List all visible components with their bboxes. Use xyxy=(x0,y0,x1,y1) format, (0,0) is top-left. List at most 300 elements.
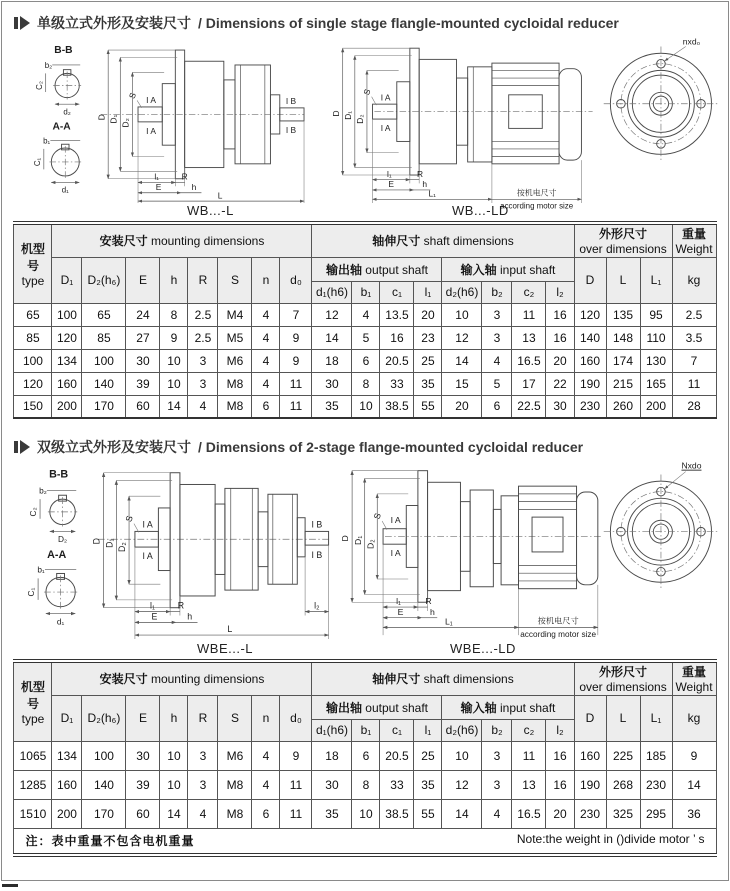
table-cell: 5 xyxy=(482,372,512,395)
group-over xyxy=(574,223,672,257)
table-cell: 20 xyxy=(546,349,574,372)
table-cell: 8 xyxy=(352,770,380,799)
group-input-shaft xyxy=(442,257,574,281)
group-output-zh: 输出轴 xyxy=(325,700,362,715)
dim-label-D2-small: D₂ xyxy=(57,534,68,545)
table-row xyxy=(14,770,716,799)
dim-label-S: S xyxy=(371,511,384,521)
caption-wbe-ld: WBE...-LD xyxy=(450,641,516,656)
table-cell: 25 xyxy=(414,349,442,372)
dim-label-d1-small: d₁ xyxy=(61,185,69,195)
col-D2h6: D₂(h₆) xyxy=(82,257,126,303)
group-input-en: input shaft xyxy=(499,262,556,277)
drawing-wb-l xyxy=(16,37,316,203)
table-cell: 65 xyxy=(82,303,126,326)
note-row xyxy=(14,828,716,855)
table-row xyxy=(14,741,716,770)
dim-label-l1: l₁ xyxy=(396,596,401,607)
table-cell: 11 xyxy=(280,799,312,828)
table-cell: 120 xyxy=(52,326,82,349)
col-d0: d₀ xyxy=(280,695,312,741)
table-cell: 10 xyxy=(442,741,482,770)
table-cell: 4 xyxy=(252,326,280,349)
col-S: S xyxy=(218,695,252,741)
section-mark-IA-bottom: I A xyxy=(380,123,391,134)
table-cell: 7 xyxy=(672,349,716,372)
table-cell: 260 xyxy=(606,395,640,418)
note-en: Note:the weight in ()divide motor ’ s xyxy=(516,832,705,846)
col-d1h6: d₁(h6) xyxy=(312,281,352,303)
col-c2: c₂ xyxy=(512,719,546,741)
dim-label-D1: D₁ xyxy=(352,535,363,545)
caption-wb-l: WB...-L xyxy=(187,203,234,218)
col-l2: l₂ xyxy=(546,719,574,741)
group-weight-zh: 重量 xyxy=(682,227,707,242)
table-cell: 100 xyxy=(14,349,52,372)
col-n: n xyxy=(252,257,280,303)
col-h: h xyxy=(160,695,188,741)
col-type xyxy=(14,223,52,303)
table-cell: 3 xyxy=(482,326,512,349)
table-cell: 110 xyxy=(640,326,672,349)
bolt-pattern-label: nxd₀ xyxy=(682,36,701,47)
table-cell: 4 xyxy=(188,395,218,418)
table-cell: 33 xyxy=(380,770,414,799)
group-output-en: output shaft xyxy=(365,262,429,277)
section1-title-zh: 单级立式外形及安装尺寸 xyxy=(37,15,191,31)
table-row xyxy=(14,303,716,326)
group-mounting-zh: 安装尺寸 xyxy=(99,672,148,687)
motor-size-label-zh: 按机电尺寸 xyxy=(537,616,579,626)
col-n: n xyxy=(252,695,280,741)
table-cell: 3 xyxy=(482,303,512,326)
bolt-pattern-label: Nxdo xyxy=(681,460,702,471)
group-weight-en: Weight xyxy=(675,680,713,695)
table-cell: 170 xyxy=(82,799,126,828)
table-cell: 140 xyxy=(574,326,606,349)
section-mark-IB-top: I B xyxy=(311,519,323,530)
table-cell: 160 xyxy=(52,770,82,799)
table-cell: 13 xyxy=(512,326,546,349)
table-cell: 148 xyxy=(606,326,640,349)
table-cell: 4 xyxy=(482,799,512,828)
dim-label-c2: C₂ xyxy=(34,81,44,90)
note-zh: 注：表中重量不包含电机重量 xyxy=(25,834,195,848)
dim-label-R: R xyxy=(181,171,188,182)
table-cell: 4 xyxy=(252,303,280,326)
table-cell: 60 xyxy=(126,799,160,828)
col-b2: b₂ xyxy=(482,281,512,303)
dim-label-E: E xyxy=(388,179,394,190)
section-mark-IA-top: I A xyxy=(146,95,156,106)
table-cell: M8 xyxy=(218,372,252,395)
table-cell: 174 xyxy=(606,349,640,372)
dim-label-R: R xyxy=(425,596,432,607)
two-stage-dimension-table xyxy=(13,659,716,857)
table-cell: 135 xyxy=(606,303,640,326)
group-over-zh: 外形尺寸 xyxy=(599,227,648,242)
dim-label-E: E xyxy=(397,606,404,617)
table-cell: 4 xyxy=(252,741,280,770)
section1-title xyxy=(14,11,728,35)
table-cell: 10 xyxy=(160,741,188,770)
table-cell: 130 xyxy=(640,349,672,372)
table-cell: M6 xyxy=(218,349,252,372)
table-cell: 230 xyxy=(574,395,606,418)
table-cell: 65 xyxy=(14,303,52,326)
table-cell: 13 xyxy=(512,770,546,799)
table-cell: 33 xyxy=(380,372,414,395)
table-cell: 85 xyxy=(14,326,52,349)
table-cell: 55 xyxy=(414,395,442,418)
group-weight-en: Weight xyxy=(675,242,713,257)
table-cell: 25 xyxy=(414,741,442,770)
group-input-en: input shaft xyxy=(499,700,556,715)
col-b1: b₁ xyxy=(352,719,380,741)
table-cell: 16.5 xyxy=(512,349,546,372)
section-mark-IA-top: I A xyxy=(380,92,391,103)
table-cell: 23 xyxy=(414,326,442,349)
table-cell: 10 xyxy=(160,349,188,372)
section-mark-IB-bottom: I B xyxy=(285,125,297,136)
col-S: S xyxy=(218,257,252,303)
table-cell: 100 xyxy=(82,741,126,770)
single-stage-dimension-table xyxy=(13,221,716,419)
motor-size-label-en: according motor size xyxy=(500,201,574,211)
dim-label-c1: C₁ xyxy=(26,587,37,597)
table-cell: 95 xyxy=(640,303,672,326)
table-cell: 185 xyxy=(640,741,672,770)
dim-label-D1: D₁ xyxy=(108,114,119,124)
table-cell: 20.5 xyxy=(380,741,414,770)
table-cell: 4 xyxy=(188,799,218,828)
group-mounting xyxy=(52,661,312,695)
caption-wbe-l: WBE...-L xyxy=(197,641,254,656)
group-mounting xyxy=(52,223,312,257)
table-cell: 160 xyxy=(574,349,606,372)
col-R: R xyxy=(188,257,218,303)
arrow-banner-icon xyxy=(14,440,30,454)
table-cell: 35 xyxy=(312,395,352,418)
table-cell: 35 xyxy=(312,799,352,828)
group-output-shaft xyxy=(312,257,442,281)
table-cell: 12 xyxy=(442,326,482,349)
table-cell: M8 xyxy=(218,799,252,828)
table-cell: 160 xyxy=(52,372,82,395)
section-mark-IA-top: I A xyxy=(142,519,153,530)
table-cell: 100 xyxy=(82,349,126,372)
table-cell: 14 xyxy=(312,326,352,349)
col-c2: c₂ xyxy=(512,281,546,303)
dim-label-l1: l₁ xyxy=(150,600,155,611)
table-cell: 20 xyxy=(546,799,574,828)
table-cell: 10 xyxy=(442,303,482,326)
table-cell: 14 xyxy=(442,349,482,372)
table-cell: 2.5 xyxy=(188,326,218,349)
dim-label-L1: L₁ xyxy=(428,188,436,199)
dim-label-E: E xyxy=(155,181,162,192)
group-over xyxy=(574,661,672,695)
col-kg: kg xyxy=(672,695,716,741)
dim-label-b2: b₂ xyxy=(39,485,47,496)
section2-drawings xyxy=(2,459,728,659)
table-cell: 36 xyxy=(672,799,716,828)
dim-label-d2-small: d₂ xyxy=(63,107,71,117)
table-cell: 4 xyxy=(252,770,280,799)
dim-label-h: h xyxy=(191,181,197,192)
col-type-en: type xyxy=(21,711,45,726)
table-cell: 10 xyxy=(160,372,188,395)
table-cell: 9 xyxy=(672,741,716,770)
group-shaft xyxy=(312,223,574,257)
group-over-zh: 外形尺寸 xyxy=(599,665,648,680)
table-cell: 11 xyxy=(280,372,312,395)
table-cell: 268 xyxy=(606,770,640,799)
col-b1: b₁ xyxy=(352,281,380,303)
table-cell: 18 xyxy=(312,741,352,770)
dim-label-D: D xyxy=(91,538,102,545)
table-cell: 39 xyxy=(126,372,160,395)
table-cell: 22.5 xyxy=(512,395,546,418)
table-cell: M8 xyxy=(218,770,252,799)
table-cell: 200 xyxy=(640,395,672,418)
col-d0: d₀ xyxy=(280,257,312,303)
table-cell: M4 xyxy=(218,303,252,326)
dim-label-L: L xyxy=(227,624,233,635)
col-type-zh: 机型号 xyxy=(20,241,45,273)
table-cell: M8 xyxy=(218,395,252,418)
table-cell: M6 xyxy=(218,741,252,770)
table-cell: 38.5 xyxy=(380,799,414,828)
table-cell: 13.5 xyxy=(380,303,414,326)
group-input-zh: 输入轴 xyxy=(460,700,497,715)
table-row xyxy=(14,799,716,828)
col-L1: L₁ xyxy=(640,695,672,741)
table-cell: 7 xyxy=(280,303,312,326)
col-D: D xyxy=(574,695,606,741)
table-cell: 16.5 xyxy=(512,799,546,828)
table-cell: 325 xyxy=(606,799,640,828)
dim-label-D: D xyxy=(96,114,107,121)
group-shaft-en: shaft dimensions xyxy=(423,234,514,249)
table-cell: 3 xyxy=(188,741,218,770)
group-mounting-en: mounting dimensions xyxy=(150,672,265,687)
table-cell: 18 xyxy=(312,349,352,372)
group-shaft-en: shaft dimensions xyxy=(423,672,514,687)
col-type-zh: 机型号 xyxy=(20,679,45,711)
group-shaft-zh: 轴伸尺寸 xyxy=(372,234,421,249)
col-l1: l₁ xyxy=(414,719,442,741)
table2-header xyxy=(14,661,716,741)
section-mark-IA-bottom: I A xyxy=(142,550,153,561)
table-cell: 190 xyxy=(574,372,606,395)
dim-label-b2: b₂ xyxy=(44,60,53,70)
table1-body xyxy=(14,303,716,418)
table-cell: 17 xyxy=(512,372,546,395)
table-cell: 28 xyxy=(672,395,716,418)
col-kg: kg xyxy=(672,257,716,303)
table-cell: 1510 xyxy=(14,799,52,828)
col-R: R xyxy=(188,695,218,741)
table-cell: 20.5 xyxy=(380,349,414,372)
table-row xyxy=(14,372,716,395)
table-cell: 14 xyxy=(160,395,188,418)
section-aa-label: A-A xyxy=(47,548,67,561)
col-D: D xyxy=(574,257,606,303)
catalog-page xyxy=(1,1,729,881)
table-cell: 140 xyxy=(82,372,126,395)
group-mounting-zh: 安装尺寸 xyxy=(99,234,148,249)
dim-label-c2: C₂ xyxy=(28,507,39,517)
table-cell: 3 xyxy=(482,770,512,799)
table-cell: 14 xyxy=(442,799,482,828)
table-cell: 11 xyxy=(280,770,312,799)
table-row xyxy=(14,349,716,372)
table-cell: 6 xyxy=(482,395,512,418)
col-d2h6: d₂(h6) xyxy=(442,719,482,741)
col-D1: D₁ xyxy=(52,695,82,741)
table-cell: 6 xyxy=(252,799,280,828)
dim-label-b1: b₁ xyxy=(37,564,45,575)
table-cell: 134 xyxy=(52,741,82,770)
col-D1: D₁ xyxy=(52,257,82,303)
section1-title-en: / Dimensions of single stage flangle-mounted cycloidal reducer xyxy=(198,15,619,31)
col-D2h6: D₂(h₆) xyxy=(82,695,126,741)
dim-label-l1: l₁ xyxy=(154,171,160,182)
col-E: E xyxy=(126,257,160,303)
dim-label-b1: b₁ xyxy=(43,136,51,146)
table-cell: 8 xyxy=(352,372,380,395)
table-cell: 1065 xyxy=(14,741,52,770)
dim-label-R: R xyxy=(177,600,185,611)
col-L: L xyxy=(606,257,640,303)
col-c1: c₁ xyxy=(380,281,414,303)
group-shaft xyxy=(312,661,574,695)
arrow-banner-icon xyxy=(14,16,30,30)
flange-front-view-1 xyxy=(598,35,722,163)
col-L1: L₁ xyxy=(640,257,672,303)
table-cell: 30 xyxy=(546,395,574,418)
table-cell: 12 xyxy=(442,770,482,799)
table-cell: 3 xyxy=(482,741,512,770)
table-cell: 12 xyxy=(312,303,352,326)
group-output-shaft xyxy=(312,695,442,719)
table-row xyxy=(14,395,716,418)
table-cell: 3 xyxy=(188,372,218,395)
table-cell: 4 xyxy=(252,349,280,372)
dim-label-c1: C₁ xyxy=(33,157,43,167)
table-cell: 14 xyxy=(672,770,716,799)
col-h: h xyxy=(160,257,188,303)
group-over-en: over dimensions xyxy=(579,680,667,695)
drawing-wbe-ld xyxy=(336,461,612,639)
table-cell: 134 xyxy=(52,349,82,372)
section2-title-en: / Dimensions of 2-stage flange-mounted cycloidal reducer xyxy=(198,439,584,455)
dim-label-D1: D₁ xyxy=(343,110,354,120)
group-weight xyxy=(672,661,716,695)
section-aa-label: A-A xyxy=(52,121,71,133)
table-cell: 30 xyxy=(312,770,352,799)
col-E: E xyxy=(126,695,160,741)
dim-label-h: h xyxy=(429,606,435,617)
dim-label-S: S xyxy=(126,91,139,100)
table-cell: 160 xyxy=(574,741,606,770)
table-cell: 30 xyxy=(312,372,352,395)
table-cell: 6 xyxy=(352,349,380,372)
group-input-zh: 输入轴 xyxy=(460,262,497,277)
table-cell: 39 xyxy=(126,770,160,799)
table-cell: 30 xyxy=(126,349,160,372)
group-shaft-zh: 轴伸尺寸 xyxy=(372,672,421,687)
caption-wb-ld: WB...-LD xyxy=(452,203,509,218)
dim-label-E: E xyxy=(151,611,158,622)
table-cell: 120 xyxy=(14,372,52,395)
table-cell: 35 xyxy=(414,770,442,799)
table-cell: 16 xyxy=(380,326,414,349)
col-c1: c₁ xyxy=(380,719,414,741)
table-cell: 35 xyxy=(414,372,442,395)
section2-title xyxy=(14,435,728,459)
dim-label-h: h xyxy=(187,611,193,622)
dim-label-l1: l₁ xyxy=(386,168,392,179)
table-cell: 11 xyxy=(280,395,312,418)
table-cell: 215 xyxy=(606,372,640,395)
dim-label-L: L xyxy=(217,190,223,201)
table-cell: 16 xyxy=(546,326,574,349)
table-cell: 170 xyxy=(82,395,126,418)
table-cell: 27 xyxy=(126,326,160,349)
section-mark-IB-bottom: I B xyxy=(311,549,323,560)
dim-label-D1: D₁ xyxy=(104,538,115,548)
table-cell: 60 xyxy=(126,395,160,418)
table-cell: 200 xyxy=(52,799,82,828)
section-mark-IA-bottom: I A xyxy=(146,125,156,136)
table-cell: 9 xyxy=(160,326,188,349)
dim-label-d1-small: d₁ xyxy=(56,616,65,627)
table-cell: 4 xyxy=(352,303,380,326)
table-cell: 1285 xyxy=(14,770,52,799)
group-weight-zh: 重量 xyxy=(682,665,707,680)
motor-size-label-zh: 按机电尺寸 xyxy=(516,188,557,198)
group-input-shaft xyxy=(442,695,574,719)
table-cell: 2.5 xyxy=(672,303,716,326)
table-cell: 4 xyxy=(252,372,280,395)
col-b2: b₂ xyxy=(482,719,512,741)
table-cell: 16 xyxy=(546,741,574,770)
dim-label-D: D xyxy=(330,110,341,117)
table-cell: 38.5 xyxy=(380,395,414,418)
table-cell: 295 xyxy=(640,799,672,828)
table-cell: 85 xyxy=(82,326,126,349)
table-cell: 8 xyxy=(160,303,188,326)
dim-label-h: h xyxy=(422,179,428,190)
table-cell: M5 xyxy=(218,326,252,349)
table-cell: 10 xyxy=(352,395,380,418)
table-cell: 11 xyxy=(672,372,716,395)
table-cell: 10 xyxy=(352,799,380,828)
col-type xyxy=(14,661,52,741)
dim-label-D2: D₂ xyxy=(117,542,128,552)
table-cell: 55 xyxy=(414,799,442,828)
section-mark-IB-top: I B xyxy=(285,96,297,107)
table-cell: 10 xyxy=(160,770,188,799)
section-bb-label: B-B xyxy=(49,468,69,481)
table-cell: 225 xyxy=(606,741,640,770)
table-cell: 15 xyxy=(442,372,482,395)
col-d1h6: d₁(h6) xyxy=(312,719,352,741)
table-cell: 16 xyxy=(546,303,574,326)
table-cell: 20 xyxy=(414,303,442,326)
